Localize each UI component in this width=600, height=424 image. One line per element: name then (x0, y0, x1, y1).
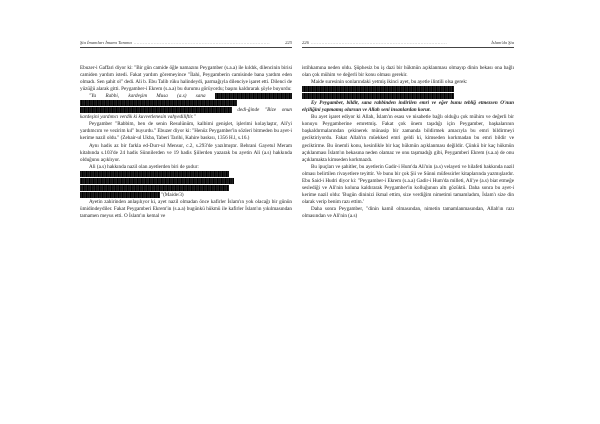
right-paragraph-5: Daha sonra Peygamber, "dinin kamil olmasından, nimetin tamamlanmasından, Allah'ın razı olmasından ve Ali'nin (a.s) (302, 205, 514, 219)
left-header-rule (80, 47, 292, 48)
arabic-verse-2 (80, 171, 234, 198)
left-body-text (80, 65, 292, 220)
left-leader-dots: ........................................................................................ (133, 40, 271, 45)
right-paragraph-2: Maide suresinin sonlarındaki yetmiş ikinci ayet, bu ayetle ilintili olsa gerek: (311, 79, 468, 86)
right-running-title: İslam'da Şia (491, 40, 514, 45)
left-running-title: Şia İmamları İmamı Tanıma (80, 40, 132, 45)
arabic-verse-3 (302, 86, 454, 99)
right-body-text (302, 65, 514, 220)
right-bold-quote: Ey Peygamber, bildir, sana rabbinden indirilen emri ve eğer bunu tebliğ etmezsen O'nun elçiliğini yapmamış olursun ve Allah seni insanlardan korur. (302, 100, 514, 114)
left-running-head (80, 38, 292, 45)
right-paragraph-1: istihkamına neden oldu. Şüphesiz bu iş dazi bir hükmün açıklanması olmayıp dinin bekası ona bağlı olan çok mühim ve değerli bir konu olması gerekir. (302, 65, 514, 79)
right-running-head (302, 38, 514, 45)
right-page-number: 226 (302, 40, 309, 45)
right-leader-dots: ........................................................................................ (310, 40, 448, 45)
left-paragraph-2: "Ya Rabbi, kardeşim Musa (a.s) sana dedi-ğinde "Bize onun kardeşini yardımcı verdik ki kuvvetlenesin vahyediliftir." (80, 93, 292, 121)
right-page (302, 38, 514, 398)
right-arabic-block (302, 86, 514, 100)
left-paragraph-4: Aynı hadis az bir farkla ed-Durr-ul Mensur, c.2, s.293'de yazılmıştır. Behrani Gayetul Meram kitabında s.103'de 24 hadis Sünnilerden ve 19 hadis Şiilerden yazarak bu ayetin Ali (a.s) hakkında olduğunu açıklıyor. (80, 142, 292, 163)
right-paragraph-3: Bu ayet işaret ediyor ki Allah, İslam'ın esası ve nisabetle bağlı olduğu çok mühim ve değerli bir konuyu Peygamberine emretmiş. Fakat çok önem taşıdığı için Peygamber, başkalarının başkaldırmalarından çekinerek münasip bir zamanda bildirmek amacıyla bu emri bildirmeyi geciktiriyordu. Fakat Allah'ın müekked emri geldi ki, kimseden korkmadan bu emri bildir ve geciktirme. Bu önemli konu, kesinlikle bir kaç hükmün açıklanması değildir. Çünkü bir kaç hükmün açıklanması İslam'ın bekasına neden olamaz ve onu taşımadığı gibi, Peygamberi Ekrem (s.a.a) de onu açıklamakta kimseden korkmazdı. (302, 114, 514, 163)
left-paragraph-1: Ebuzer-i Gaffari diyor ki: "Bir gün camide öğle namazını Peygamber (s.a.a) ile kıldık, dilencinin birisi camiden yardım istedi. Fakat yardım göremeyince "İlahi, Peygamberin camisinde bana yardım eden olmadı. Sen şahit ol" dedi. Ali b. Ebu Talib rüku halindeydi, parmağıyla dilenciye işaret etti. Dilenci de yüzüğü alarak gitti. Peygamber-i Ekrem (s.a.a) bu durumu görüyordu; başını kaldırarak şöyle buyurdu: (80, 65, 292, 93)
left-paragraph-7: Ayetin zahirinden anlaşılıyor ki, ayet nazil olmadan önce kafirler İslam'ın yok olacağı bir günün ümidindeydiler. Fakat Peygamberi Ekrem'in (s.a.a) bugünkü hükmü ile kafirler İslam'ın yıkılmasından tamamen meyus etti. O İslam'ın kemal ve (80, 198, 292, 219)
right-paragraph-4: Bu ipuçları ve şahitler, bu ayetlerin Gadir-i Hum'da Ali'nin (a.s) velayeti ve hilafeti hakkında nazil olması belirtilen rivayetlere teyittir. Ve bunu bir çok Şii ve Sünni müfessirler kitaplarında yazmışlardır. Ebu Said-i Hudri diyor ki: "Peygamber-i Ekrem (s.a.a) Gadir-i Hum'da milleti, Ali'ye (a.s) biat etmeğe seslediği ve Ali'nin koluna kaldırarak Peygamber'in kolluğunun altı gözüktü. Daha sonra bu ayet-i kerime nazil oldu: 'Bugün dininizi ikmal ettim, size verdiğim nimetimi tamamladım, İslam'ı size din olarak verip benim razı ettim.' (302, 163, 514, 205)
left-paragraph-5: Ali (a.s) hakkında nazil olan ayetlerden biri de şudur: (89, 163, 199, 170)
right-header-rule (302, 47, 514, 48)
left-page-number: 225 (285, 40, 292, 45)
left-paragraph-6: "(Maide/3) (80, 171, 292, 199)
left-page (80, 38, 292, 398)
left-paragraph-3: Peygamber "Rabbim, ben de senin Resulünüm, kalbimi genişlet, işlerimi kolaylaştır, Ali'yi yardımcım ve vezirim kıl" buyurdu." Ebuzer diyor ki: "Henüz Peygamber'in sözleri bitmeden bu ayet-i kerime nazil oldu." (Zehair-ul Ukba, Taberi Tarihi, Kahire baskısı, 1356 H.l, s.16.) (80, 121, 292, 142)
